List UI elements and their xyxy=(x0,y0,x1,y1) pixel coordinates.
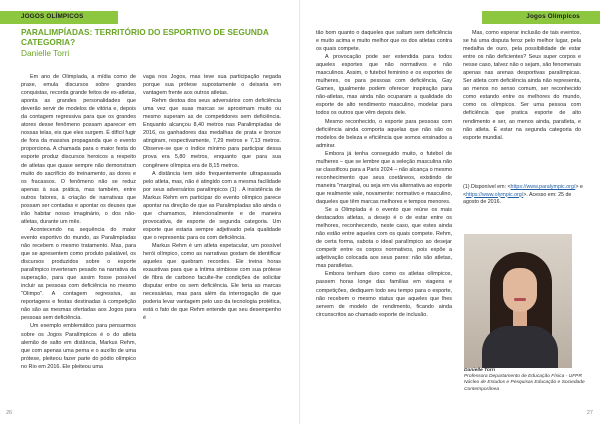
caption-affiliation-1: Professora Departamento de Educação Física - UFPR xyxy=(464,374,582,380)
paragraph: Se a Olimpíada é o evento que reúne os mais destacados atletas, a desejo é o de estar entre os melhores, reconhecendo, neste caso, que estes ainda não estão entre aqueles com os quais compete. Rehm, de certa forma, sabota o ideal paralímpico ao desejar competir entre os corpos normativos, pois expõe a adjetivação colocada aos seus pares: não são atletas, mas paratletas. xyxy=(316,207,452,270)
right-page xyxy=(300,0,600,424)
text-column-4 xyxy=(463,29,581,142)
footnote xyxy=(463,184,583,207)
paragraph: Rehm destoa dos seus adversários com deficiência uma vez que suas marcas se aproximam muito ou mesmo superam as de competidores sem deficiência. Enquanto alcançou 8,40 metros nas Paralimpíadas de 2016, os ganhadores das medalhas de prata e bronze atingiram, respectivamente, 7,29 metros e 7,13 metros. Observe-se que o índice mínimo para participar dessa prova era 5,80 metros, enquanto que para sua congênere olímpica era de 8,15 metros. xyxy=(143,98,281,169)
article-title: PARALIMPÍADAS: TERRITÓRIO DO ESPORTIVO DE SEGUNDA CATEGORIA? xyxy=(21,27,269,47)
page-number-left: 26 xyxy=(6,410,13,416)
photo-caption xyxy=(464,368,590,393)
paragraph: tão bom quanto o daqueles que saltam sem deficiência e muito acima e muito melhor que os dos atletas contra os quais compete. xyxy=(316,30,452,53)
photo-body xyxy=(482,326,558,368)
paragraph: Acontecendo na sequência do maior evento esportivo do mundo, as Paralimpíadas não recebem o mesmo tratamento. Mas, para que se apresentem como produto palatável, os discursos produzidos sobre o esporte paralímpico inverteram pesado na narrativa da superação, para que assim fosse possível incluir as pessoas com deficiência no mesmo "Olimpo". A contagem regressiva, as reportagens e festas destinadas à competição não são as mesmas ofertadas aos Jogos para pessoas sem deficiência. xyxy=(21,226,136,322)
paragraph: Mas, como esperar inclusão de tais eventos, se há uma disputa feroz pelo melhor lugar, pela medalha de ouro, pela possibilidade de estar entre os não deficientes? Seus super corpos e nesse caso, talvez não o sejam, são fenomenais apenas nas arenas desportivas paralímpicas. Ser atleta com deficiência ainda não representa, ao menos no senso comum, ser reconhecido como estando entre os melhores do mundo, como os olímpicos. Ser uma pessoa com deficiência que pratica esporte de alto rendimento e ser, ao menos ainda, paratleta, e não atleta. É estar na segunda categoria do esporte mundial. xyxy=(463,30,581,141)
text-column-3 xyxy=(316,29,452,319)
text-column-1 xyxy=(21,73,136,371)
footnote-link-olympic[interactable]: https://www.olympic.org/ xyxy=(466,191,524,198)
photo-face xyxy=(503,268,537,312)
paragraph: A distância tem sido frequentemente ultrapassada pelo atleta, mas, não é atingido com a mesma facilidade por seus adversários paralímpicos (1) . A insistência de Markus Rehm em participar do evento olímpico parece apontar na direção de que as Paralimpíadas são ainda o que chamamos, intencionalmente e de maneira provocativa, de esporte de segunda categoria. Um esporte que estaria sempre adjetivado pela qualidade que o representa: para os com deficiência. xyxy=(143,170,281,241)
footnote-mid: > e < xyxy=(463,184,583,198)
page-number-right: 27 xyxy=(586,410,593,416)
text-column-2 xyxy=(143,73,281,322)
paragraph: Embora tenham duro como os atletas olímpicos, passem horas longe das famílias em viagens e competições, dediquem todo seu tempo para o esporte, não recebem o mesmo status que aqueles que lhes servem de modelo de rendimento, ficando ainda circunscritos ao chamado esporte de inclusão. xyxy=(316,271,452,318)
paragraph: Mesmo reconhecido, o esporte para pessoas com deficiência ainda comporta aquelas que não são os modelos de beleza e eficiência que somos ensinados a admirar. xyxy=(316,118,452,149)
article-header xyxy=(21,28,291,58)
paragraph: Um exemplo emblemático para pensarmos sobre os Jogos Paralímpicos é o do atleta alemão de salto em distância, Markus Rehm, que com apenas uma perna e o auxílio de uma prótese, pleiteou fazer parte do pódio olímpico no Rio em 2016. Ele pleiteou uma xyxy=(21,323,136,370)
paragraph: vaga nos Jogos, mas teve sua participação negada porque sua prótese supostamente o deixaria em vantagem frente aos outros atletas. xyxy=(143,74,281,97)
photo-lips xyxy=(514,298,526,301)
footnote-link-paralympic[interactable]: https://www.paralympic.org/ xyxy=(510,184,576,190)
footnote-prefix: (1) Disponível em: < xyxy=(463,184,511,190)
paragraph: A provocação pode ser estendida para todos aqueles esportes que não normativos e não masculinos. Assim, o futebol feminino e os esportes de mulheres, os para pessoas com deficiência, Gay Games, igualmente podem oferecer inspiração para não-atletas, mas ainda não ocuparam a qualidade do esporte de alto rendimento masculino, modelar para todos os outros que vêm depois dele. xyxy=(316,54,452,117)
paragraph: Em ano de Olimpíada, a mídia como de praxe, emula discursos sobre grandes conquistas, recorda grande feitos de ex-atletas, aponta as grandes personalidades que deverão servir de modelos de vitória e, depois da contagem regressiva para que os grandes atores desse fenômeno possam aparecer em nossas telas, eis que eles surgem. É difícil fugir de fora da massiva propaganda que o evento proporciona. A chamada para o maior festa do esporte produz discursos heroicos a respeito de atletas que quase sempre não demonstram muito do sacrifício do treinamento, as dores e os fracassos. O fenômeno não se reduz apenas à sua prática, mas também, entre outros fatores, à criação de narrativas que possam ser contadas e apontar os deuses que irão habitar nosso imaginário, o dos não-atletas, durante um mês. xyxy=(21,74,136,225)
section-label-left: JOGOS OLÍMPICOS xyxy=(21,13,84,20)
paragraph: Embora já tenha conseguido muito, o futebol de mulheres – que se lembre que a seleção masculina não se classificou para a Paris 2024 – não alcança o mesmo reconhecimento que seus coetâneos, existindo de maneira "marginal, ou seja em via alternativa ao esporte que realmente vale, novamente: normativo e masculino, daqueles que têm marcas melhores e tempos menores. xyxy=(316,150,453,205)
caption-affiliation-2: Núcleo de Estudos e Pesquisas Educação e Sociedade Contemporânea xyxy=(464,380,585,392)
footnote-suffix: >. Acesso em: 25 de agosto de 2016. xyxy=(463,191,572,206)
section-label-right: Jogos Olímpicos xyxy=(526,13,580,20)
caption-name: Danielle Torri xyxy=(464,368,496,373)
article-author: Danielle Torri xyxy=(21,48,70,59)
paragraph: Markus Rehm é um atleta espetacular, um possível herói olímpico, como as narrativas gostam de identificar aqueles que quebram recordes. Ele treina horas exaustivas para que a íntima simbiose com sua prótese de fibra de carbono faculte-lhe condições de solicitar disputar entre os sem deficiência. Ele teria as marcas necessárias, mas para além da interrogação de que poderia levar vantagem pelo uso da tecnologia protética, está o fato de que Rehm entende que seu desempenho é xyxy=(143,242,281,322)
author-photo xyxy=(464,234,572,368)
